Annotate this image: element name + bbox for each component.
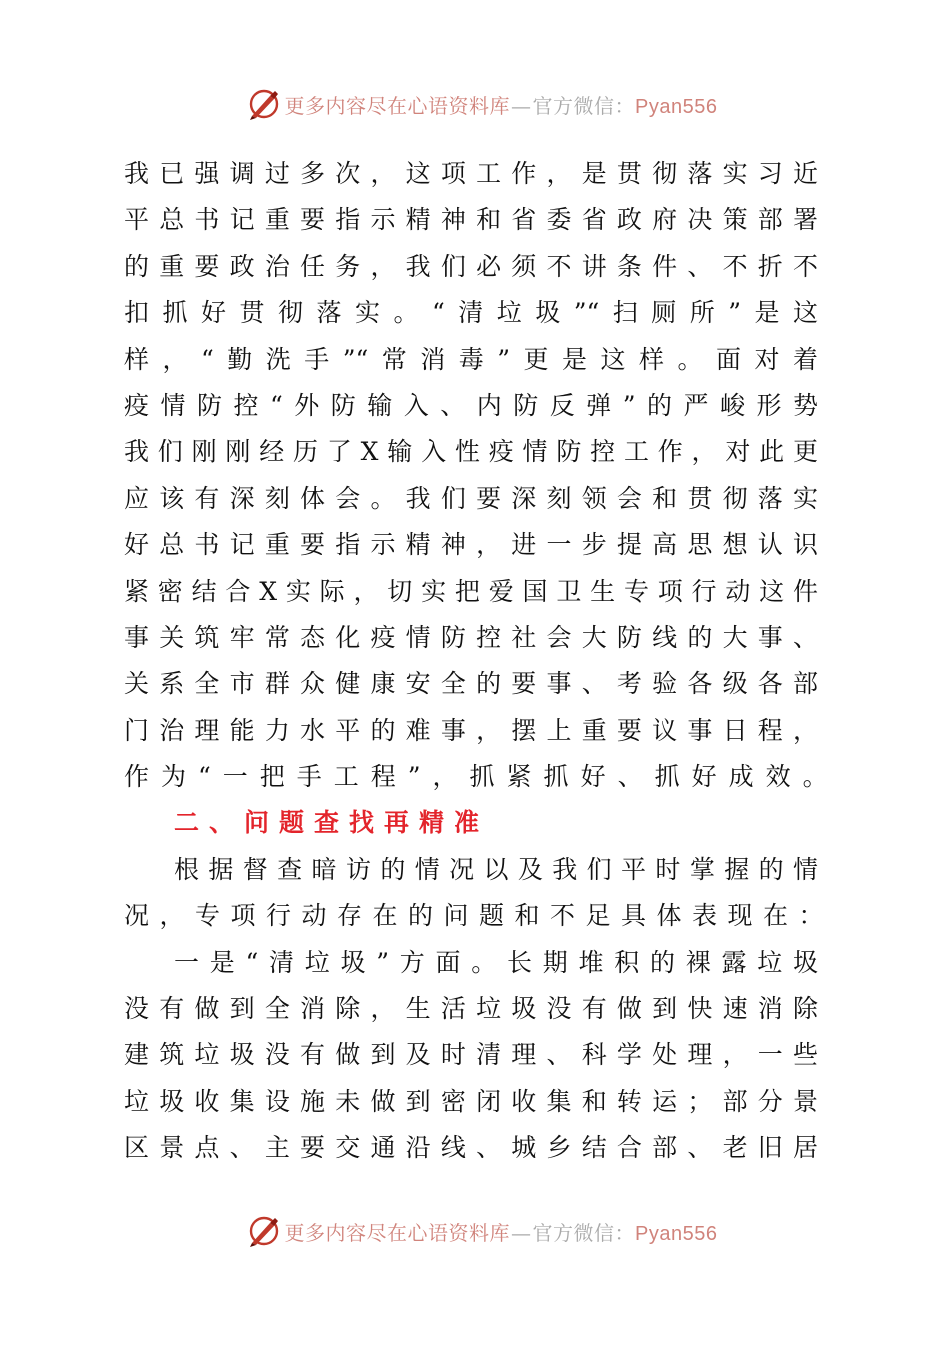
watermark-dash: — bbox=[511, 93, 532, 118]
watermark-text bbox=[285, 90, 718, 119]
paragraph-line: 根据督查暗访的情况以及我们平时掌握的情 bbox=[174, 854, 818, 884]
watermark-wechat-label: 官方微信： bbox=[532, 1220, 636, 1245]
document-body bbox=[124, 151, 840, 1172]
watermark-wechat-label: 官方微信： bbox=[532, 93, 636, 118]
paragraph-line: 紧密结合X实际，切实把爱国卫生专项行动这件 bbox=[124, 576, 818, 606]
paragraph-line: 况，专项行动存在的问题和不足具体表现在： bbox=[124, 901, 835, 931]
watermark-group bbox=[247, 87, 718, 121]
pen-logo-icon bbox=[247, 87, 281, 121]
paragraph-line: 扣抓好贯彻落实。“清垃圾”“扫厕所”是这 bbox=[124, 298, 818, 328]
paragraph-line: 区景点、主要交通沿线、城乡结合部、老旧居 bbox=[124, 1133, 818, 1163]
paragraph-line: 疫情防控“外防输入、内防反弹”的严峻形势 bbox=[124, 390, 818, 420]
paragraph-line: 垃圾收集设施未做到密闭收集和转运；部分景 bbox=[124, 1086, 818, 1116]
paragraph-line: 一是“清垃圾”方面。长期堆积的裸露垃圾 bbox=[174, 947, 818, 977]
paragraph-line: 好总书记重要指示精神，进一步提高思想认识 bbox=[124, 530, 818, 560]
watermark-site-name: 更多内容尽在心语资料库 bbox=[284, 1220, 511, 1245]
watermark-group bbox=[247, 1214, 718, 1248]
paragraph-line: 平总书记重要指示精神和省委省政府决策部署 bbox=[124, 205, 818, 235]
paragraph-line: 应该有深刻体会。我们要深刻领会和贯彻落实 bbox=[124, 483, 818, 513]
paragraph-line: 作为“一把手工程”，抓紧抓好、抓好成效。 bbox=[124, 762, 840, 792]
paragraph-line: 门治理能力水平的难事，摆上重要议事日程， bbox=[124, 715, 818, 745]
paragraph-line: 的重要政治任务，我们必须不讲条件、不折不 bbox=[124, 251, 818, 281]
watermark-dash: — bbox=[511, 1220, 532, 1245]
paragraph-line: 关系全市群众健康安全的要事、考验各级各部 bbox=[124, 669, 818, 699]
watermark-wechat-id: Pyan556 bbox=[635, 95, 718, 118]
paragraph-line: 我已强调过多次，这项工作，是贯彻落实习近 bbox=[124, 159, 818, 188]
paragraph-line: 建筑垃圾没有做到及时清理、科学处理，一些 bbox=[124, 1040, 818, 1070]
header-watermark bbox=[0, 84, 950, 124]
paragraph-line: 我们刚刚经历了X输入性疫情防控工作，对此更 bbox=[124, 437, 818, 467]
watermark-text bbox=[285, 1217, 718, 1246]
section-heading: 二、问题查找再精准 bbox=[174, 808, 490, 838]
paragraph-line: 样，“勤洗手”“常消毒”更是这样。面对着 bbox=[124, 344, 818, 374]
paragraph-line: 事关筑牢常态化疫情防控社会大防线的大事、 bbox=[124, 622, 818, 652]
paragraph-line: 没有做到全消除，生活垃圾没有做到快速消除 bbox=[124, 994, 818, 1024]
footer-watermark bbox=[0, 1211, 950, 1251]
pen-logo-icon bbox=[247, 1214, 281, 1248]
watermark-site-name: 更多内容尽在心语资料库 bbox=[284, 93, 511, 118]
watermark-wechat-id: Pyan556 bbox=[635, 1222, 718, 1245]
